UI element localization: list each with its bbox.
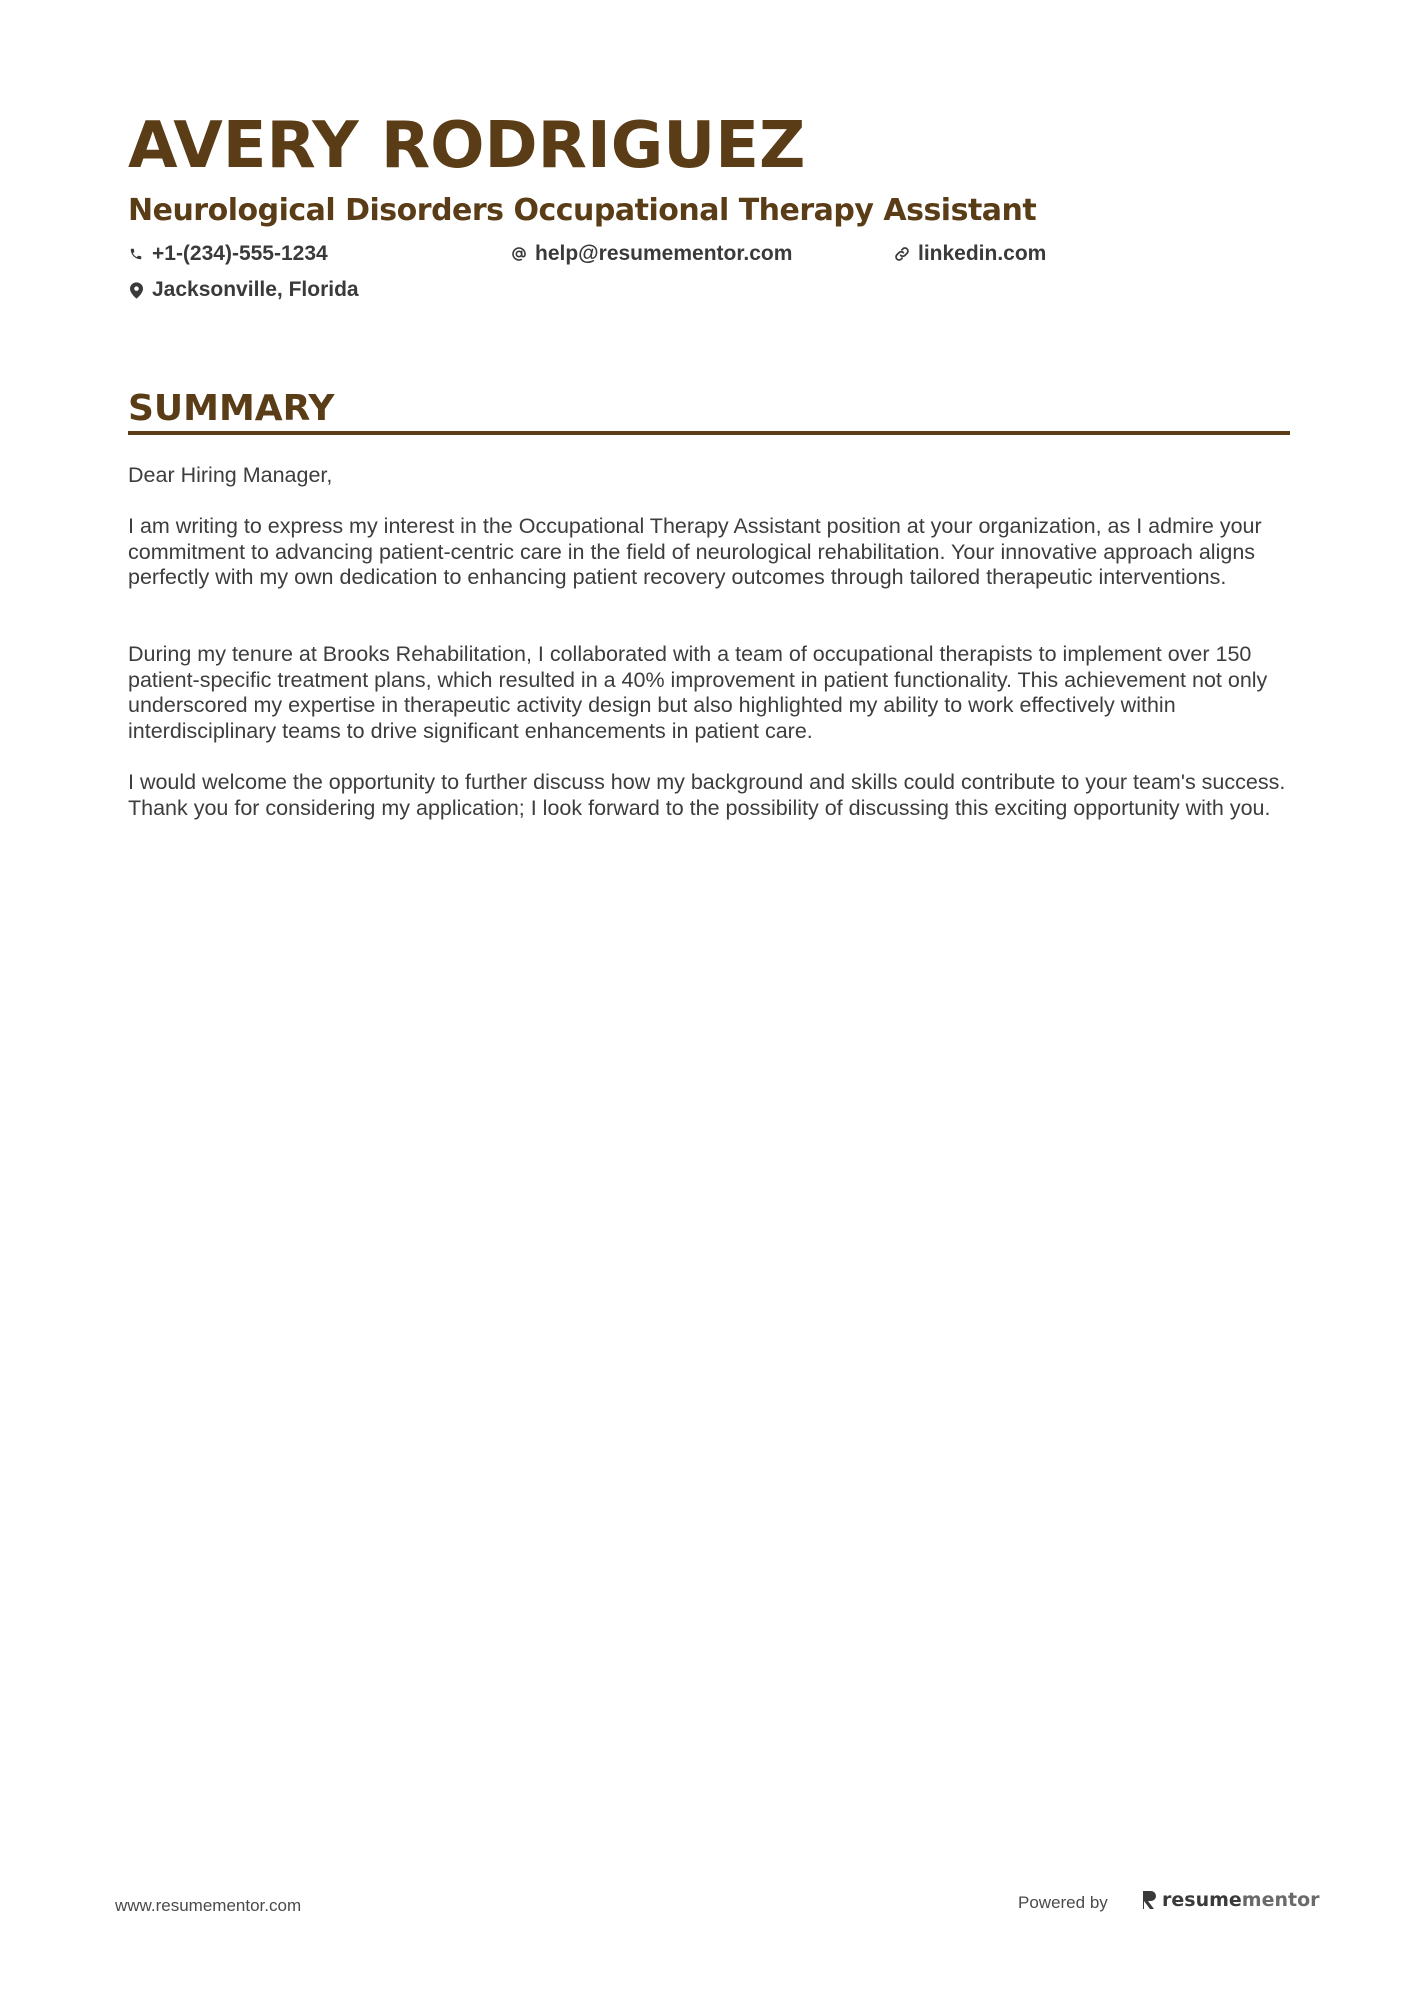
map-pin-icon xyxy=(128,281,144,299)
link-icon xyxy=(894,245,910,263)
section-divider xyxy=(128,431,1290,435)
contact-email xyxy=(511,240,792,268)
paragraph: During my tenure at Brooks Rehabilitation, I collaborated with a team of occupational therapists to implement over 150 patient-specific treatment plans, which resulted in a 40% improvement in patient functionality. This achievement not only underscored my expertise in therapeutic activity design but also highlighted my ability to work effectively within interdisciplinary teams to drive significant enhancements in patient care. xyxy=(128,642,1268,744)
phone-text[interactable]: +1-(234)-555-1234 xyxy=(152,242,328,265)
summary-heading: SUMMARY xyxy=(128,388,335,429)
contact-location xyxy=(128,276,359,304)
contact-link xyxy=(894,240,1046,268)
paragraph: I am writing to express my interest in the Occupational Therapy Assistant position at your organization, as I admire your commitment to advancing patient-centric care in the field of neurological rehabilitation. Your innovative approach aligns perfectly with my own dedication to enhancing patient recovery outcomes through tailored therapeutic interventions. xyxy=(128,514,1262,590)
at-icon xyxy=(511,245,527,263)
resumementor-logo-icon xyxy=(1141,1890,1158,1910)
brand-name-part2: mentor xyxy=(1241,1889,1320,1911)
powered-by-label: Powered by xyxy=(1018,1893,1108,1912)
job-title: Neurological Disorders Occupational Therapy Assistant xyxy=(128,193,1037,228)
paragraph: I would welcome the opportunity to further discuss how my background and skills could contribute to your team's success. Thank you for considering my application; I look forward to the possibility of discussing this exciting opportunity with you. xyxy=(128,770,1286,820)
brand-name-part1: resume xyxy=(1162,1889,1242,1911)
footer-website-link[interactable]: www.resumementor.com xyxy=(115,1896,302,1915)
email-text[interactable]: help@resumementor.com xyxy=(535,242,793,265)
brand-logo[interactable] xyxy=(1141,1887,1320,1913)
contact-phone xyxy=(128,240,328,268)
location-text: Jacksonville, Florida xyxy=(152,278,359,301)
phone-icon xyxy=(128,245,144,263)
link-text[interactable]: linkedin.com xyxy=(918,242,1047,265)
candidate-name: AVERY RODRIGUEZ xyxy=(128,109,806,183)
greeting: Dear Hiring Manager, xyxy=(128,463,333,487)
